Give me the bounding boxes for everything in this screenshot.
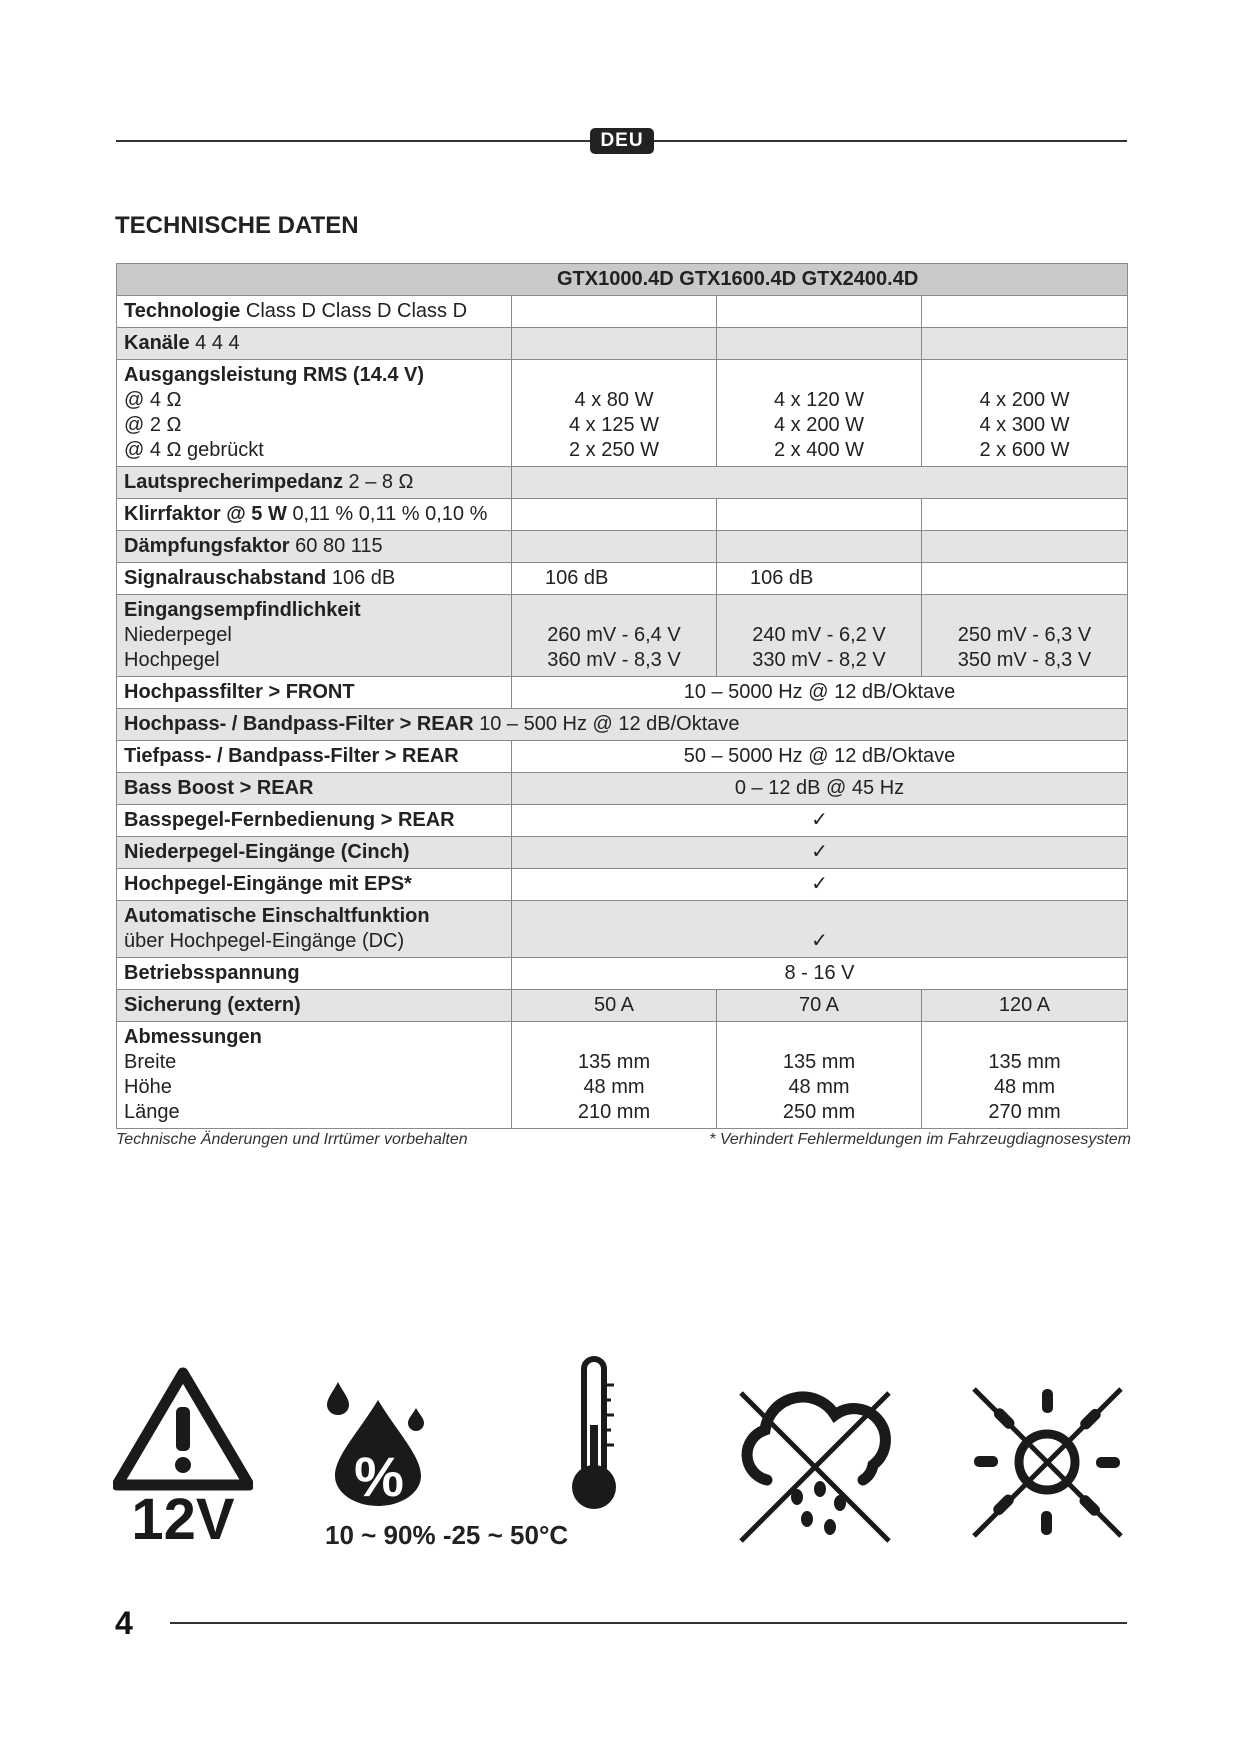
page-title: TECHNISCHE DATEN — [115, 212, 359, 239]
row-sublabel: @ 4 Ω gebrückt — [124, 439, 264, 461]
table-row — [117, 1022, 1128, 1129]
cell-value: 360 mV - 8,3 V — [547, 649, 681, 671]
header-rule-right — [654, 140, 1127, 142]
cell-value: 2 x 400 W — [773, 439, 865, 461]
row-values: 60 80 115 — [295, 535, 383, 557]
table-row — [117, 677, 1128, 709]
row-label: Technologie — [124, 300, 241, 322]
row-sublabel: Niederpegel — [124, 624, 232, 646]
footer-rule — [170, 1622, 1127, 1624]
cell-value: 4 x 125 W — [568, 414, 660, 436]
cell-value: 4 x 300 W — [979, 414, 1070, 436]
language-badge: DEU — [590, 128, 654, 154]
cell-value: 4 x 200 W — [773, 414, 865, 436]
footnote-left: Technische Änderungen und Irrtümer vorbehalten — [116, 1131, 468, 1148]
table-row — [117, 595, 1128, 677]
row-label: Kanäle — [124, 332, 190, 354]
row-values: 10 – 500 Hz @ 12 dB/Oktave — [479, 713, 740, 735]
cell-value: 135 mm — [782, 1051, 856, 1073]
table-row — [117, 958, 1128, 990]
cell-value: 120 A — [922, 990, 1128, 1022]
row-sublabel: Höhe — [124, 1076, 172, 1098]
cell-value: 8 - 16 V — [512, 958, 1128, 990]
checkmark-icon: ✓ — [512, 901, 1128, 958]
cell-value: 135 mm — [577, 1051, 651, 1073]
table-row — [117, 709, 1128, 741]
table-row — [117, 328, 1128, 360]
table-row — [117, 869, 1128, 901]
cell-value: 2 x 600 W — [979, 439, 1070, 461]
row-label: Tiefpass- / Bandpass-Filter > REAR — [124, 745, 459, 767]
checkmark-icon: ✓ — [512, 805, 1128, 837]
table-row — [117, 741, 1128, 773]
row-label: Sicherung (extern) — [124, 994, 301, 1016]
row-label: Klirrfaktor @ 5 W — [124, 503, 287, 525]
cell-value: 350 mV - 8,3 V — [957, 649, 1092, 671]
table-row — [117, 901, 1128, 958]
row-sublabel: Länge — [124, 1101, 180, 1123]
row-label: Eingangsempfindlichkeit — [124, 599, 361, 621]
table-row — [117, 563, 1128, 595]
no-sun-icon — [970, 1385, 1125, 1540]
cell-value: 4 x 120 W — [773, 389, 865, 411]
cell-value: 4 x 200 W — [979, 389, 1070, 411]
checkmark-icon: ✓ — [512, 837, 1128, 869]
cell-value: 0 – 12 dB @ 45 Hz — [512, 773, 1128, 805]
row-label: Basspegel-Fernbedienung > REAR — [124, 809, 455, 831]
cell-value: 260 mV - 6,4 V — [547, 624, 681, 646]
row-label: Niederpegel-Eingänge (Cinch) — [124, 841, 410, 863]
specs-table — [116, 263, 1128, 1129]
humidity-drop-icon — [323, 1378, 428, 1508]
percent-symbol: % — [354, 1445, 404, 1508]
table-row — [117, 837, 1128, 869]
row-label: Automatische Einschaltfunktion — [124, 905, 430, 927]
row-sublabel: Hochpegel — [124, 649, 220, 671]
row-label: Signalrauschabstand — [124, 567, 327, 589]
row-values: Class D Class D Class D — [245, 300, 468, 322]
table-header-row — [117, 264, 1128, 296]
thermometer-icon — [567, 1355, 622, 1515]
table-row — [117, 531, 1128, 563]
table-row — [117, 990, 1128, 1022]
row-values: 4 4 4 — [195, 332, 240, 354]
models-header: GTX1000.4D GTX1600.4D GTX2400.4D — [117, 264, 1128, 296]
row-values: 2 – 8 Ω — [348, 471, 414, 493]
row-label: Betriebsspannung — [124, 962, 300, 984]
header-rule-left — [116, 140, 590, 142]
cell-value: 250 mV - 6,3 V — [957, 624, 1092, 646]
cell-value: 4 x 80 W — [574, 389, 654, 411]
cell-value: 48 mm — [993, 1076, 1056, 1098]
row-values: 106 dB — [331, 567, 396, 589]
cell-value: 210 mm — [577, 1101, 651, 1123]
cell-value: 135 mm — [988, 1051, 1061, 1073]
voltage-label: 12V — [131, 1487, 235, 1542]
row-label: Dämpfungsfaktor — [124, 535, 290, 557]
cell-value: 50 A — [512, 990, 717, 1022]
row-label: Lautsprecherimpedanz — [124, 471, 343, 493]
row-sublabel: über Hochpegel-Eingänge (DC) — [124, 930, 405, 952]
cell-value: 10 – 5000 Hz @ 12 dB/Oktave — [512, 677, 1128, 709]
cell-value: 330 mV - 8,2 V — [752, 649, 886, 671]
table-row — [117, 499, 1128, 531]
no-rain-icon — [735, 1385, 895, 1545]
cell-value: 2 x 250 W — [568, 439, 660, 461]
footnote-right: * Verhindert Fehlermeldungen im Fahrzeugdiagnosesystem — [709, 1131, 1131, 1148]
row-label: Hochpassfilter > FRONT — [124, 681, 355, 703]
cell-value: 70 A — [717, 990, 922, 1022]
table-row — [117, 296, 1128, 328]
row-label: Abmessungen — [124, 1026, 262, 1048]
checkmark-icon: ✓ — [512, 869, 1128, 901]
row-sublabel: @ 2 Ω — [124, 414, 182, 436]
cell-value: 106 dB — [717, 563, 922, 595]
table-row — [117, 467, 1128, 499]
row-sublabel: Breite — [124, 1051, 177, 1073]
cell-value: 250 mm — [782, 1101, 856, 1123]
row-values: 0,11 % 0,11 % 0,10 % — [292, 503, 488, 525]
cell-value: 48 mm — [583, 1076, 645, 1098]
cell-value: 240 mV - 6,2 V — [752, 624, 886, 646]
table-row — [117, 805, 1128, 837]
warning-triangle-icon — [113, 1367, 253, 1542]
table-row — [117, 360, 1128, 467]
cell-value: 106 dB — [512, 563, 717, 595]
environment-ranges: 10 ~ 90% -25 ~ 50°C — [325, 1520, 569, 1550]
row-sublabel: @ 4 Ω — [124, 389, 182, 411]
table-row — [117, 773, 1128, 805]
row-label: Ausgangsleistung RMS (14.4 V) — [124, 364, 425, 386]
cell-value: 50 – 5000 Hz @ 12 dB/Oktave — [512, 741, 1128, 773]
row-label: Bass Boost > REAR — [124, 777, 314, 799]
row-label: Hochpass- / Bandpass-Filter > REAR — [124, 713, 474, 735]
cell-value: 270 mm — [988, 1101, 1061, 1123]
page-number: 4 — [115, 1605, 133, 1641]
cell-value: 48 mm — [788, 1076, 850, 1098]
row-label: Hochpegel-Eingänge mit EPS* — [124, 873, 412, 895]
